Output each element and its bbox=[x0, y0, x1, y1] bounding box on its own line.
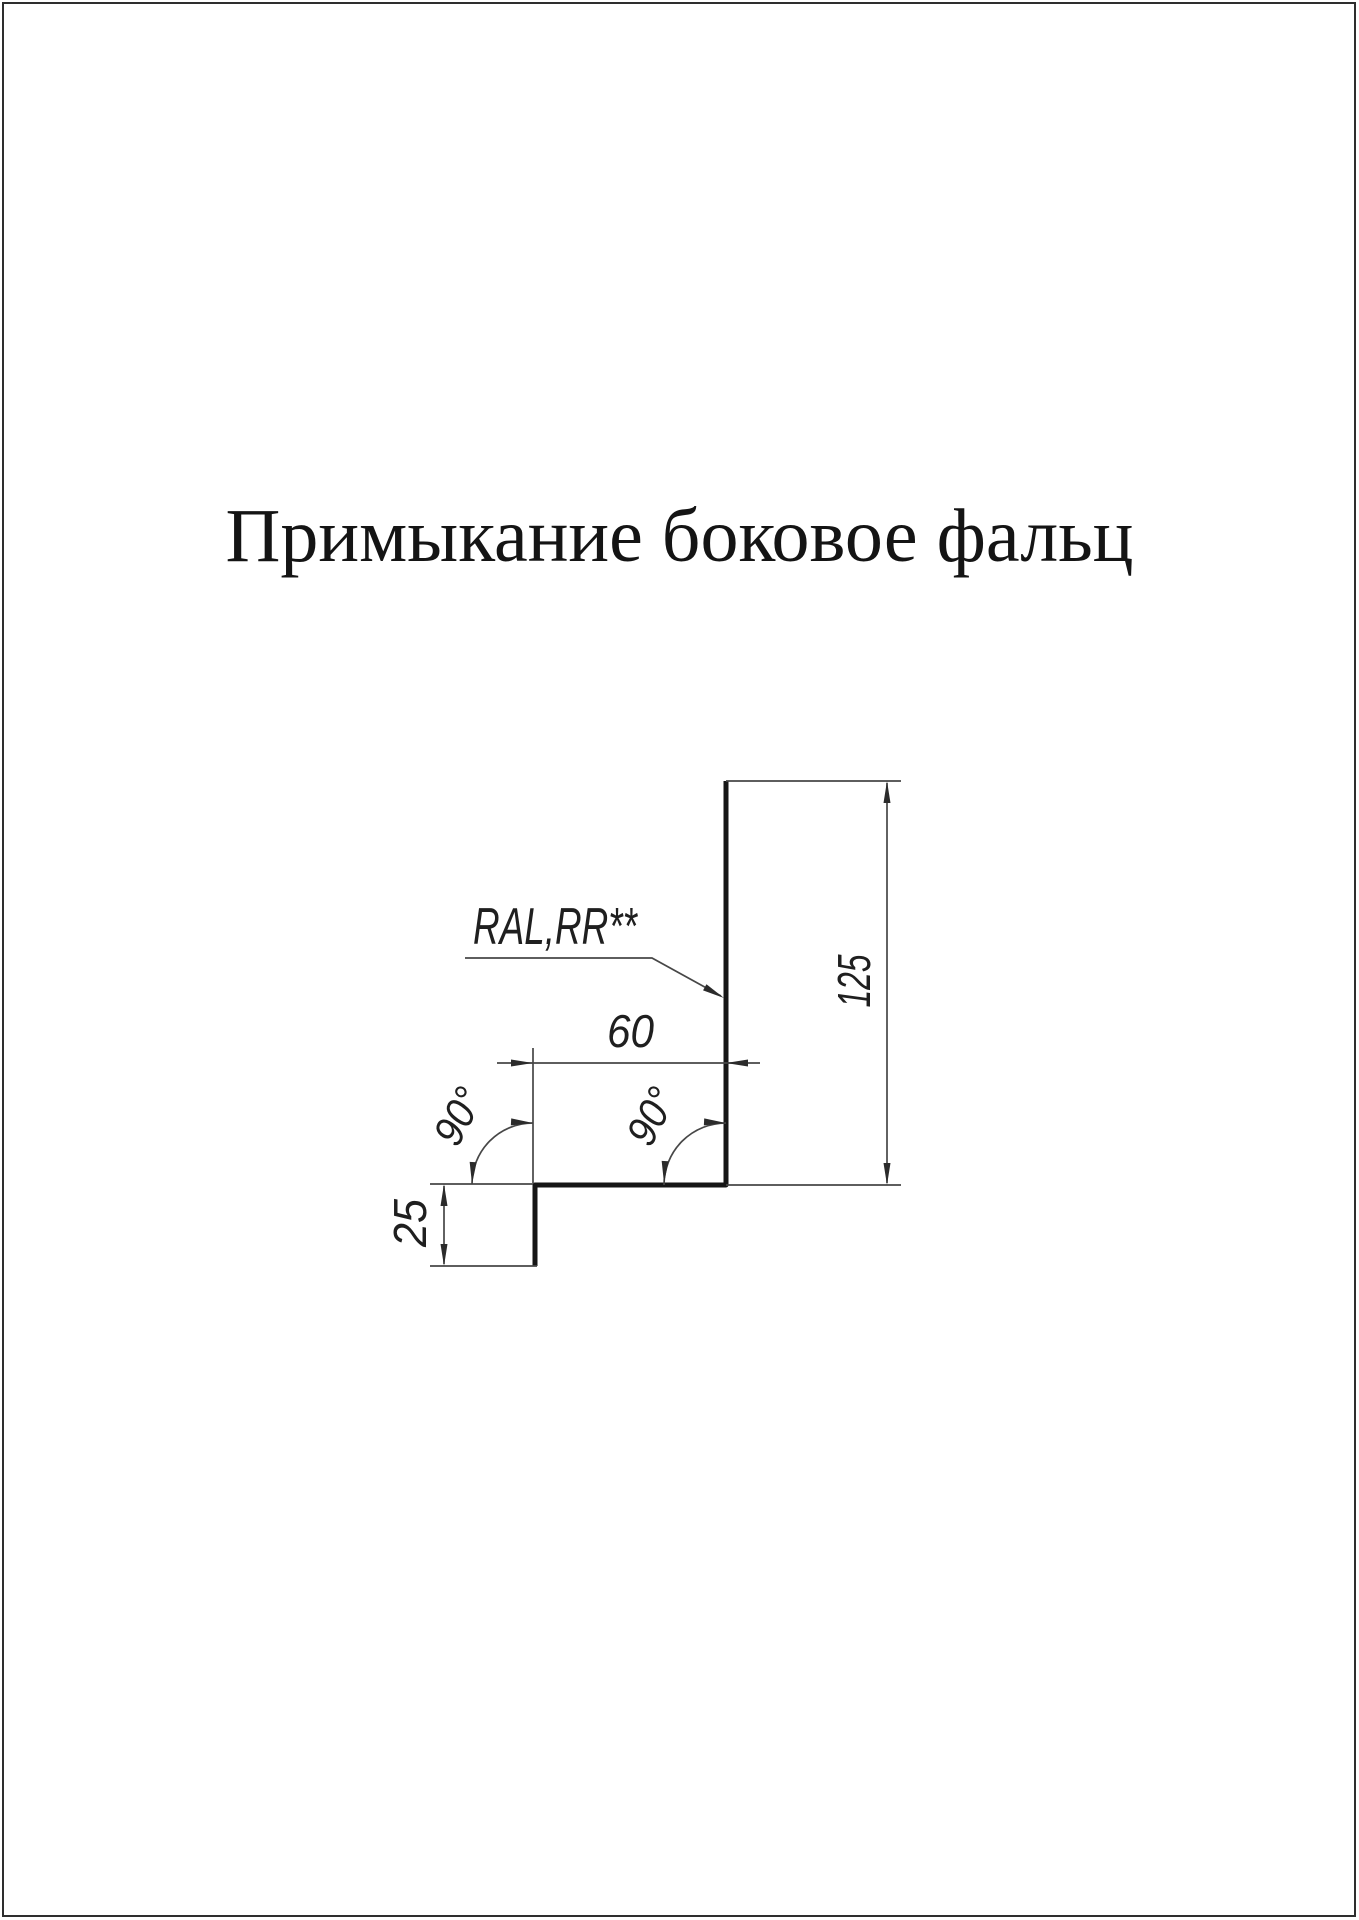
leader-label: RAL,RR** bbox=[473, 898, 639, 956]
leader-line bbox=[465, 958, 721, 996]
arrowhead-leg-bottom bbox=[441, 1244, 448, 1266]
angle-arc-left bbox=[472, 1123, 533, 1184]
dimension-lines bbox=[430, 781, 901, 1266]
arrowhead-height-bottom bbox=[884, 1163, 891, 1185]
arrowhead-leader bbox=[703, 984, 726, 1001]
arrowhead-angle-right-bottom bbox=[661, 1161, 669, 1183]
dim-width-label: 60 bbox=[607, 1005, 655, 1057]
angle-left-label: 90° bbox=[423, 1074, 496, 1153]
arrowhead-angle-left-bottom bbox=[469, 1162, 477, 1184]
dim-leg-label: 25 bbox=[384, 1195, 437, 1247]
angle-arc-right bbox=[664, 1123, 726, 1185]
page-title: Примыкание боковое фальц bbox=[225, 494, 1134, 578]
arrowhead-width-right bbox=[726, 1060, 748, 1067]
arrowhead-width-left bbox=[511, 1060, 533, 1067]
arrowhead-leg-top bbox=[441, 1184, 448, 1206]
dim-height-label: 125 bbox=[828, 930, 881, 1008]
arrowheads bbox=[441, 781, 891, 1266]
arrowhead-height-top bbox=[884, 781, 891, 803]
angle-right-label: 90° bbox=[616, 1074, 689, 1153]
